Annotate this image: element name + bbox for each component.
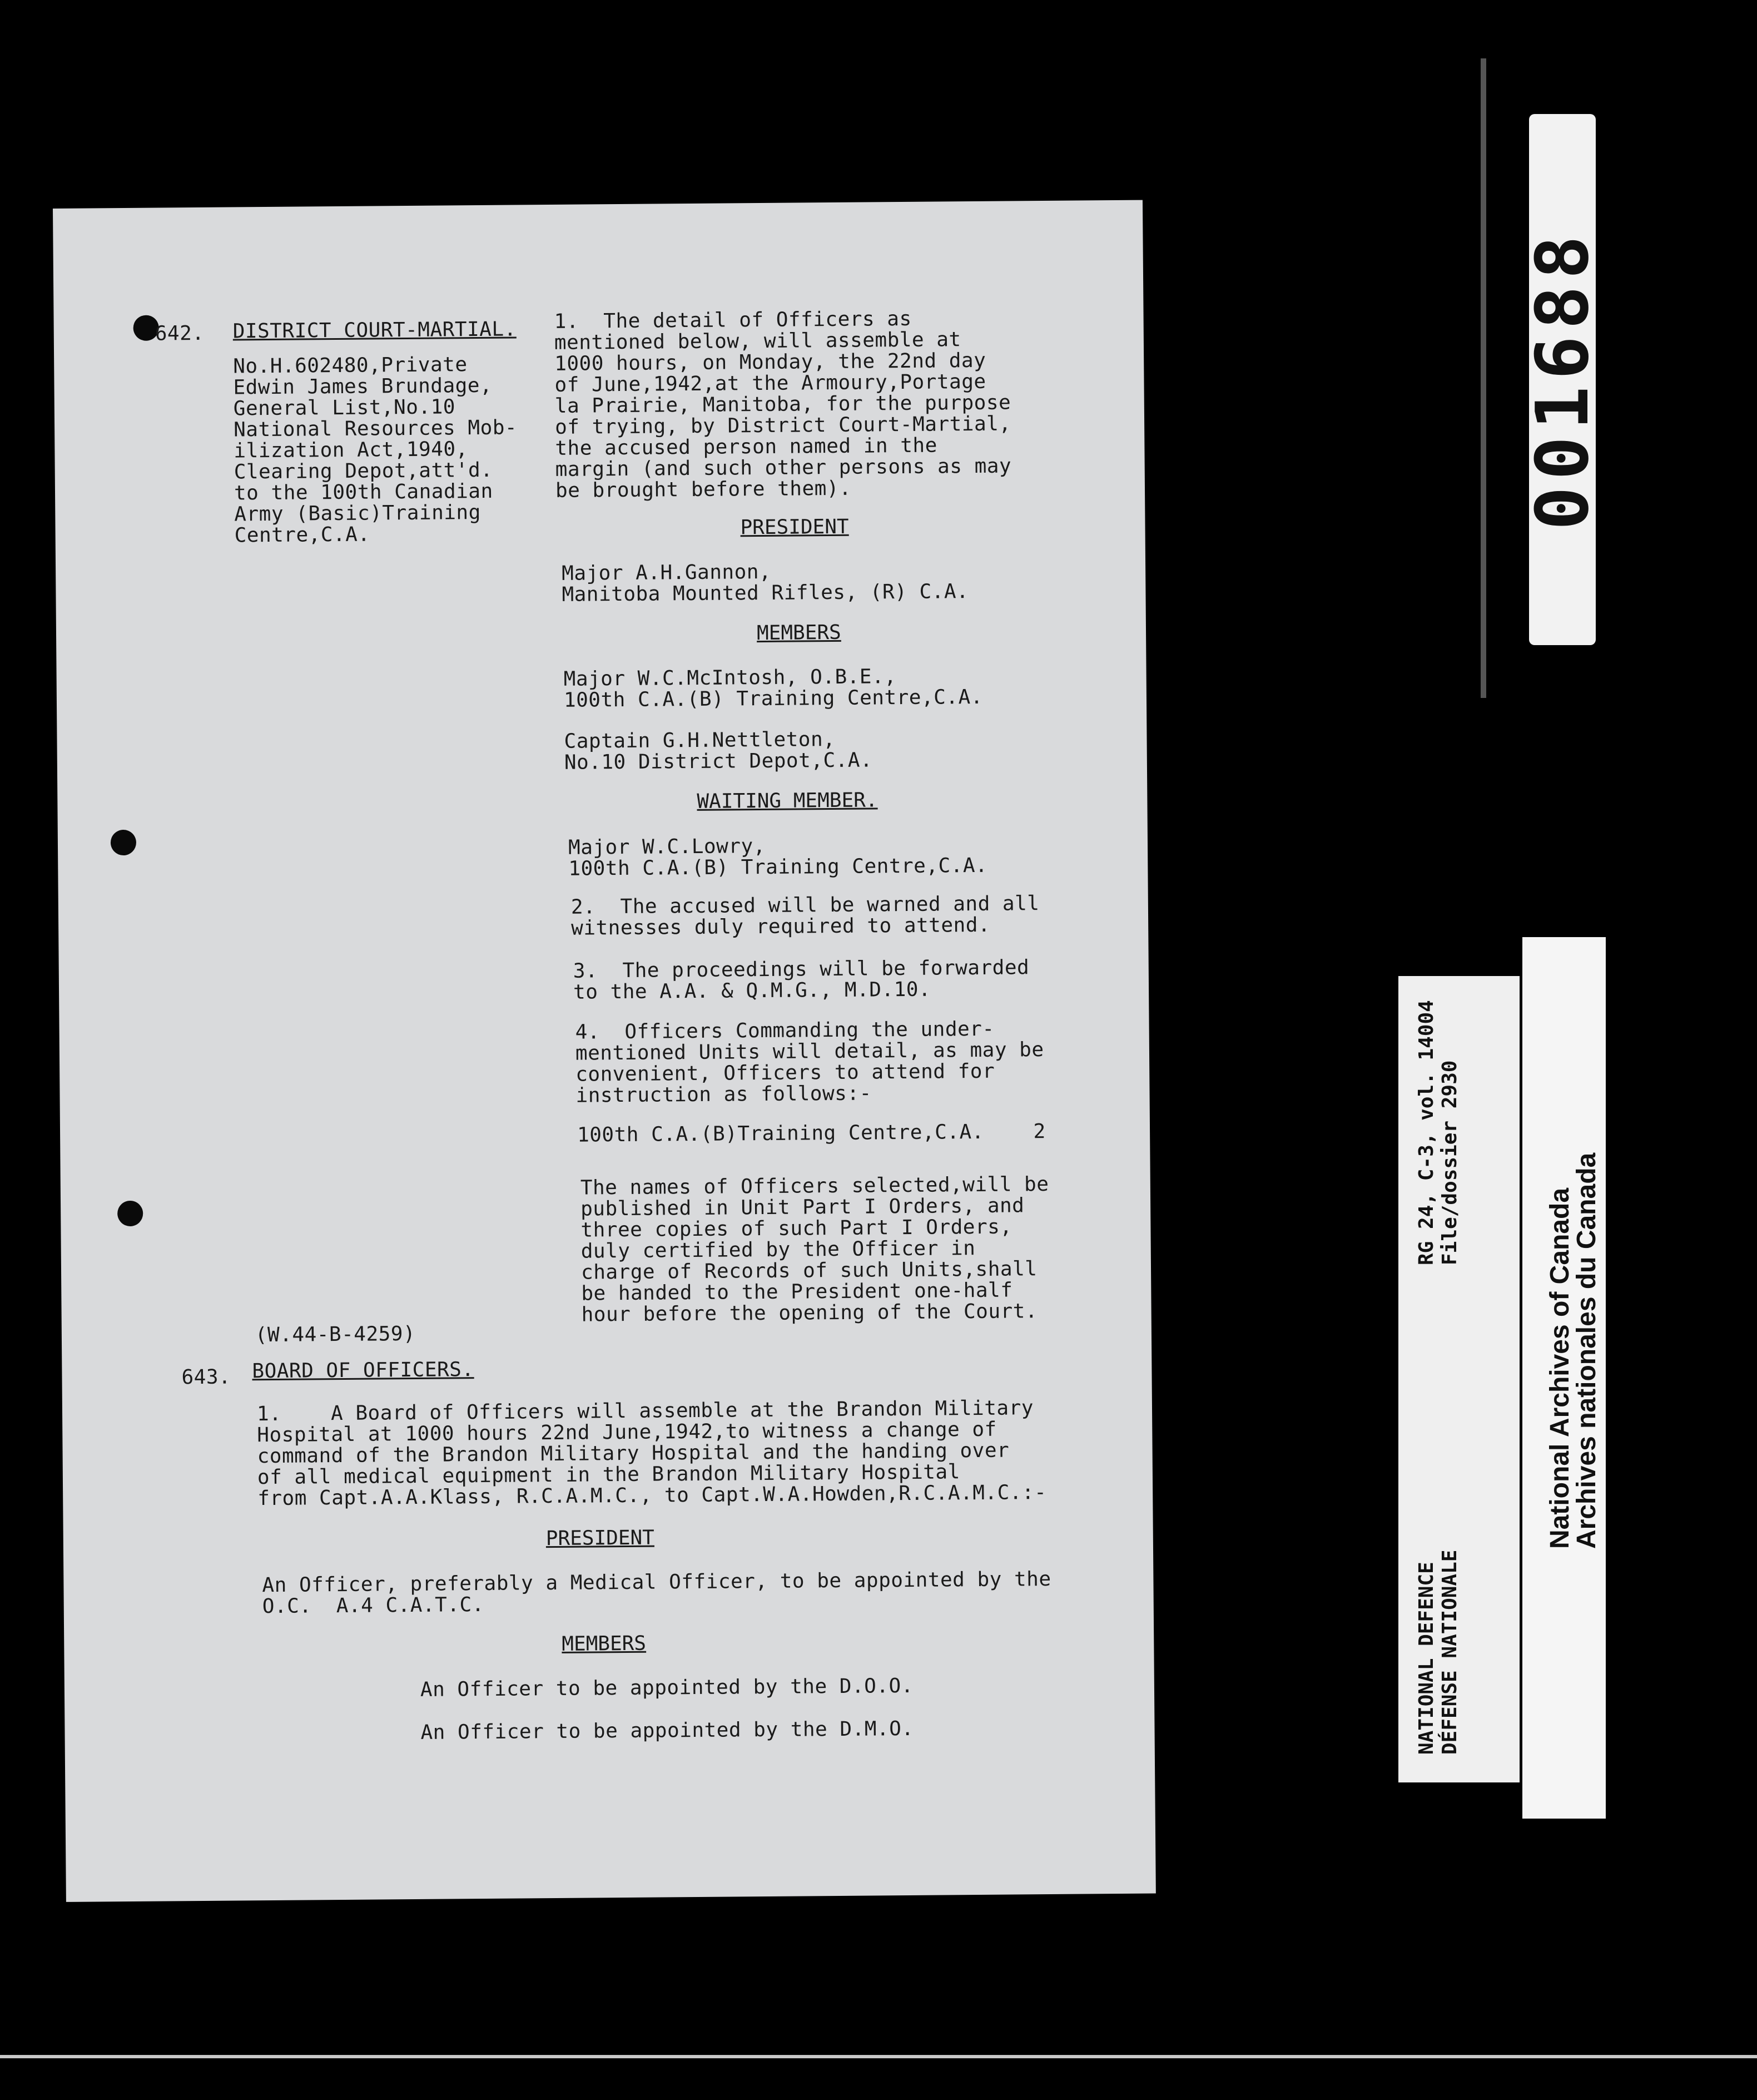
para-line: margin (and such other persons as may — [555, 454, 1012, 481]
archives-name-french: Archives nationales du Canada — [1572, 1152, 1601, 1549]
reference-file: File/dossier 2930 — [1438, 1060, 1461, 1265]
entry-line: Captain G.H.Nettleton, — [564, 727, 836, 753]
board-president-entry — [262, 1569, 1051, 1617]
para-line: three copies of such Part I Orders, — [580, 1215, 1012, 1242]
board-member-1: An Officer to be appointed by the D.O.O. — [420, 1674, 914, 1701]
film-edge-line — [0, 2055, 1757, 2058]
para-line: to the A.A. & Q.M.G., M.D.10. — [573, 978, 931, 1004]
order-642-para-1 — [554, 308, 1011, 501]
member-entry-1 — [564, 666, 983, 711]
dept-french: DÉFENSE NATIONALE — [1438, 1549, 1461, 1755]
margin-line: Centre,C.A. — [234, 523, 370, 547]
order-642-names-para — [580, 1174, 1050, 1326]
para-line: 1. A Board of Officers will assemble at the Brandon Military — [256, 1396, 1034, 1426]
background-sheet — [1481, 58, 1486, 698]
waiting-member-entry — [568, 834, 987, 880]
entry-line: 100th C.A.(B) Training Centre,C.A. — [563, 685, 984, 712]
para-line: 1. The detail of Officers as — [554, 307, 912, 333]
para-line: Hospital at 1000 hours 22nd June,1942,to witness a change of — [257, 1418, 997, 1447]
margin-line: National Resources Mob- — [233, 416, 518, 442]
president-entry — [562, 560, 969, 606]
entry-line: 100th C.A.(B) Training Centre,C.A. — [568, 854, 988, 880]
margin-line: ilization Act,1940, — [234, 438, 468, 463]
entry-line: Major W.C.Lowry, — [568, 834, 766, 859]
margin-line: Edwin James Brundage, — [233, 374, 493, 399]
margin-line: to the 100th Canadian — [234, 479, 493, 505]
para-line: 1000 hours, on Monday, the 22nd day — [554, 349, 986, 375]
members-heading: MEMBERS — [756, 621, 841, 645]
archives-name-english: National Archives of Canada — [1545, 1187, 1575, 1549]
unit-allocation-line: 100th C.A.(B)Training Centre,C.A. 2 — [577, 1120, 1046, 1147]
order-number-642: 642. — [155, 321, 205, 345]
order-642-para-4 — [575, 1018, 1045, 1107]
para-line: 4. Officers Commanding the under- — [575, 1017, 995, 1044]
para-line: duly certified by the Officer in — [580, 1237, 976, 1263]
margin-line: Clearing Depot,att'd. — [234, 458, 493, 484]
para-line: published in Unit Part I Orders, and — [580, 1194, 1025, 1221]
order-642-para-2 — [571, 893, 1040, 939]
punch-hole-bottom — [117, 1201, 143, 1226]
order-642-heading: DISTRICT COURT-MARTIAL. — [232, 318, 517, 343]
archive-number-stamp — [1520, 114, 1605, 645]
board-member-2: An Officer to be appointed by the D.M.O. — [420, 1717, 914, 1744]
para-line: hour before the opening of the Court. — [581, 1300, 1038, 1326]
para-line: mentioned Units will detail, as may be — [575, 1038, 1044, 1065]
margin-line: General List,No.10 — [233, 395, 456, 420]
para-line: 2. The accused will be warned and all — [570, 892, 1040, 919]
order-642-para-3 — [573, 957, 1030, 1003]
entry-line: O.C. A.4 C.A.T.C. — [262, 1593, 485, 1618]
para-line: the accused person named in the — [555, 434, 937, 460]
order-643-heading: BOARD OF OFFICERS. — [252, 1358, 474, 1383]
para-line: be handed to the President one-half — [581, 1279, 1013, 1305]
para-line: be brought before them). — [555, 477, 852, 502]
para-line: witnesses duly required to attend. — [571, 913, 991, 940]
document-page — [53, 200, 1156, 1902]
para-line: of trying, by District Court-Martial, — [554, 412, 1011, 439]
board-president-heading: PRESIDENT — [545, 1526, 655, 1551]
para-line: 3. The proceedings will be forwarded — [573, 956, 1030, 983]
para-line: charge of Records of such Units,shall — [580, 1257, 1038, 1284]
entry-line: Major W.C.McIntosh, O.B.E., — [563, 665, 897, 691]
para-line: from Capt.A.A.Klass, R.C.A.M.C., to Capt.W.A.Howden,R.C.A.M.C.:- — [257, 1481, 1047, 1510]
para-line: The names of Officers selected,will be — [580, 1172, 1049, 1200]
member-entry-2 — [564, 729, 872, 773]
order-643-para-1 — [257, 1398, 1047, 1509]
reference-label — [1398, 976, 1520, 1782]
entry-line: Manitoba Mounted Rifles, (R) C.A. — [562, 580, 969, 606]
reference-volume: RG 24, C-3, vol. 14004 — [1415, 1000, 1438, 1265]
entry-line: No.10 District Depot,C.A. — [564, 749, 873, 774]
para-line: la Prairie, Manitoba, for the purpose — [554, 391, 1011, 418]
order-number-643: 643. — [181, 1365, 231, 1389]
entry-line: Major A.H.Gannon, — [562, 560, 772, 585]
stamp-number: 001688 — [1520, 229, 1605, 531]
president-heading: PRESIDENT — [740, 515, 849, 539]
para-line: convenient, Officers to attend for — [575, 1059, 995, 1086]
punch-hole-middle — [111, 830, 136, 855]
para-line: of June,1942,at the Armoury,Portage — [554, 370, 986, 397]
board-members-heading: MEMBERS — [562, 1632, 647, 1656]
waiting-member-heading: WAITING MEMBER. — [697, 789, 878, 813]
para-line: command of the Brandon Military Hospital and the handing over — [257, 1439, 1010, 1468]
margin-line: Army (Basic)Training — [234, 501, 481, 526]
accused-margin-note — [233, 354, 518, 546]
para-line: mentioned below, will assemble at — [554, 328, 961, 354]
para-line: instruction as follows:- — [575, 1082, 872, 1107]
dept-english: NATIONAL DEFENCE — [1415, 1562, 1438, 1755]
margin-line: No.H.602480,Private — [233, 353, 468, 378]
entry-line: An Officer, preferably a Medical Officer, to be appointed by the — [262, 1567, 1051, 1597]
national-archives-label — [1522, 937, 1606, 1819]
file-reference: (W.44-B-4259) — [255, 1322, 416, 1347]
para-line: of all medical equipment in the Brandon Military Hospital — [257, 1460, 960, 1489]
